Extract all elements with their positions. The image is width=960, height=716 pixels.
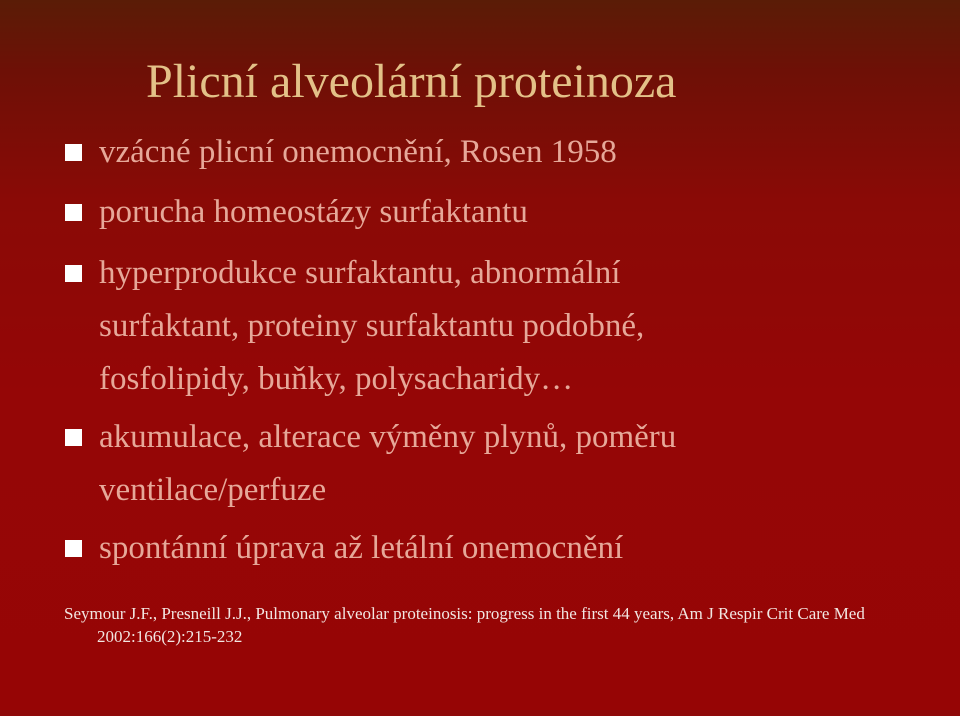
bullet-text: vzácné plicní onemocnění, Rosen 1958 (99, 134, 617, 170)
bottom-strip (0, 710, 960, 716)
bullet-text: hyperprodukce surfaktantu, abnormální surfaktant, proteiny surfaktantu podobné, fosfolipidy, buňky, polysacharidy… (99, 255, 645, 397)
bullet-text: akumulace, alterace výměny plynů, poměru ventilace/perfuze (99, 419, 677, 508)
bullet-text: porucha homeostázy surfaktantu (99, 194, 528, 230)
citation-line-2: 2002:166(2):215-232 (97, 627, 243, 646)
square-bullet-icon (65, 144, 82, 161)
square-bullet-icon (65, 429, 82, 446)
bullet-text: spontánní úprava až letální onemocnění (99, 530, 624, 566)
square-bullet-icon (65, 265, 82, 282)
citation (64, 602, 924, 648)
square-bullet-icon (65, 204, 82, 221)
slide-title: Plicní alveolární proteinoza (146, 55, 677, 108)
citation-line-1: Seymour J.F., Presneill J.J., Pulmonary alveolar proteinosis: progress in the first 44 years, Am J Respir Crit Care Med (64, 604, 865, 623)
square-bullet-icon (65, 540, 82, 557)
